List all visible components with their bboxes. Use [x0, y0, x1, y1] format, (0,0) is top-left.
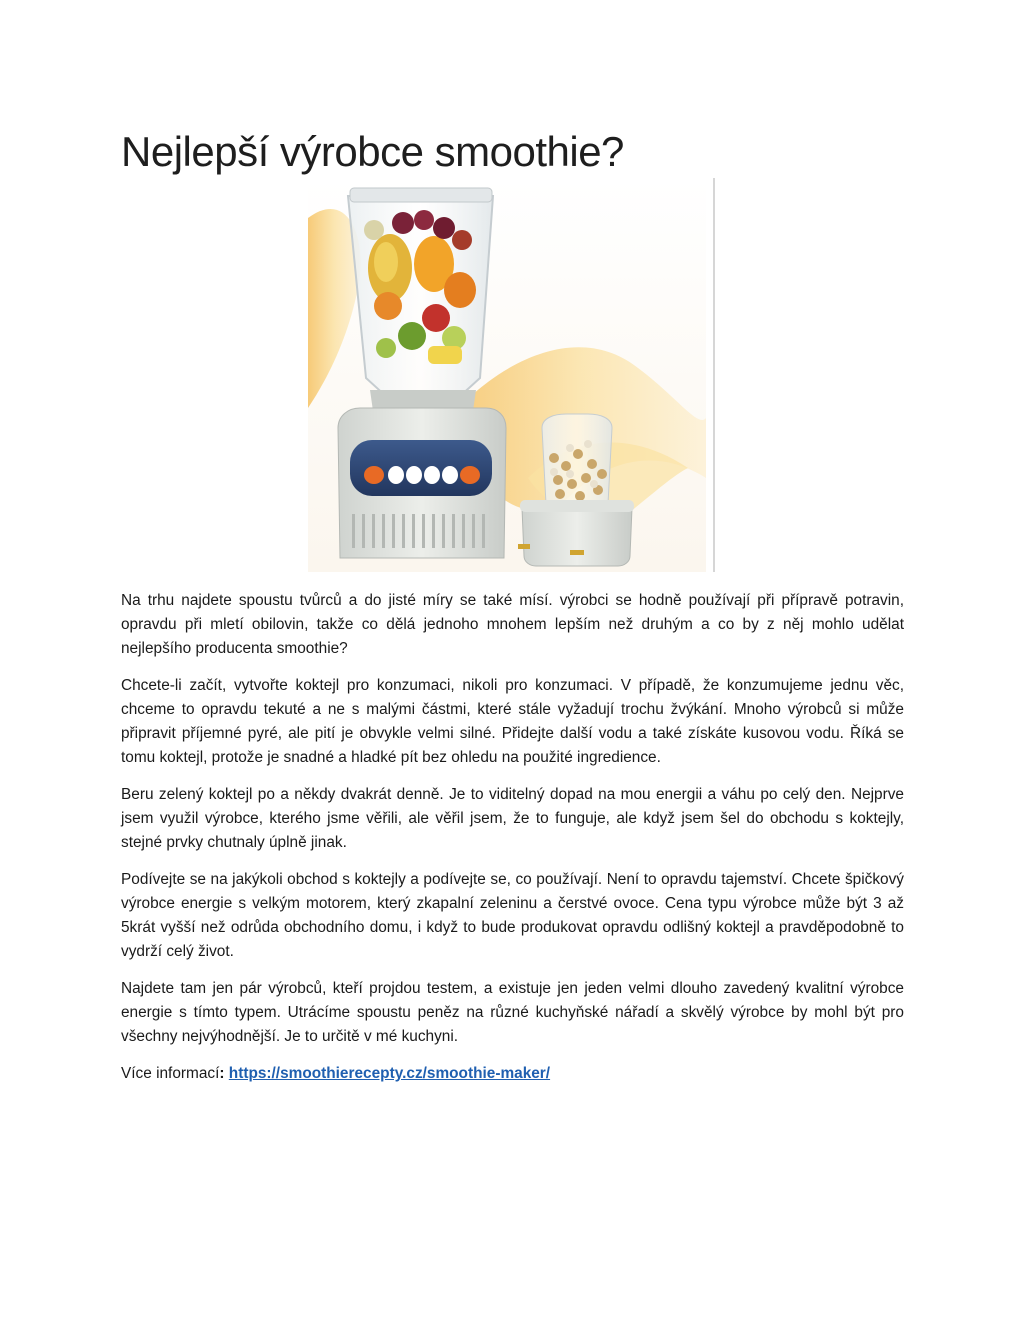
- paragraph-1: Na trhu najdete spoustu tvůrců a do jisté míry se také mísí. výrobci se hodně používají při přípravě potravin, opravdu při mletí obilovin, takže co dělá jednoho mnohem lepším než druhým a co by z něj mohlo udělat nejlepšího producenta smoothie?: [121, 592, 904, 657]
- more-info-line: [121, 1062, 904, 1086]
- more-info-label: Více informací: [121, 1065, 220, 1082]
- document-title: Nejlepší výrobce smoothie?: [121, 128, 624, 175]
- paragraph-2: Chcete-li začít, vytvořte koktejl pro konzumaci, nikoli pro konzumaci. V případě, že konzumujeme jednu věc, chceme to opravdu tekuté a ne s malými částmi, které stále vyžadují trochu žvýkání. Mnoho výrobců si může připravit příjemné pyré, ale pití je obvykle velmi silné. Přidejte další vodu a také získáte kusovou vodu. Říká se tomu koktejl, protože je snadné a hladké pít bez ohledu na použité ingredience.: [121, 677, 904, 766]
- blender-photo: [308, 178, 718, 572]
- smoothie-maker-link[interactable]: https://smoothierecepty.cz/smoothie-maker/: [228, 1065, 551, 1082]
- paragraph-3: Beru zelený koktejl po a někdy dvakrát denně. Je to viditelný dopad na mou energii a váhu po celý den. Nejprve jsem využil výrobce, kterého jsme věřili, ale věřil jsem, že to funguje, ale když jsem šel do obchodu s koktejly, stejné prvky chutnaly úplně jinak.: [121, 786, 904, 851]
- article-body: [121, 589, 904, 1099]
- paragraph-5: Najdete tam jen pár výrobců, kteří projdou testem, a existuje jen jeden velmi dlouho zavedený kvalitní výrobce energie s tímto typem. Utrácíme spoustu peněz na různé kuchyňské nářadí a skvělý výrobce by mohl být pro všechny nejvýhodnější. Je to určitě v mé kuchyni.: [121, 980, 904, 1045]
- more-info-colon: :: [219, 1065, 225, 1082]
- paragraph-4: Podívejte se na jakýkoli obchod s koktejly a podívejte se, co používají. Není to opravdu tajemství. Chcete špičkový výrobce energie s velkým motorem, který zkapalní zeleninu a čerstvé ovoce. Cena typu výrobce může být 3 až 5krát vyšší než odrůda obchodního domu, i když to bude produkovat opravdu odlišný koktejl a pravděpodobně to vydrží celý život.: [121, 871, 904, 960]
